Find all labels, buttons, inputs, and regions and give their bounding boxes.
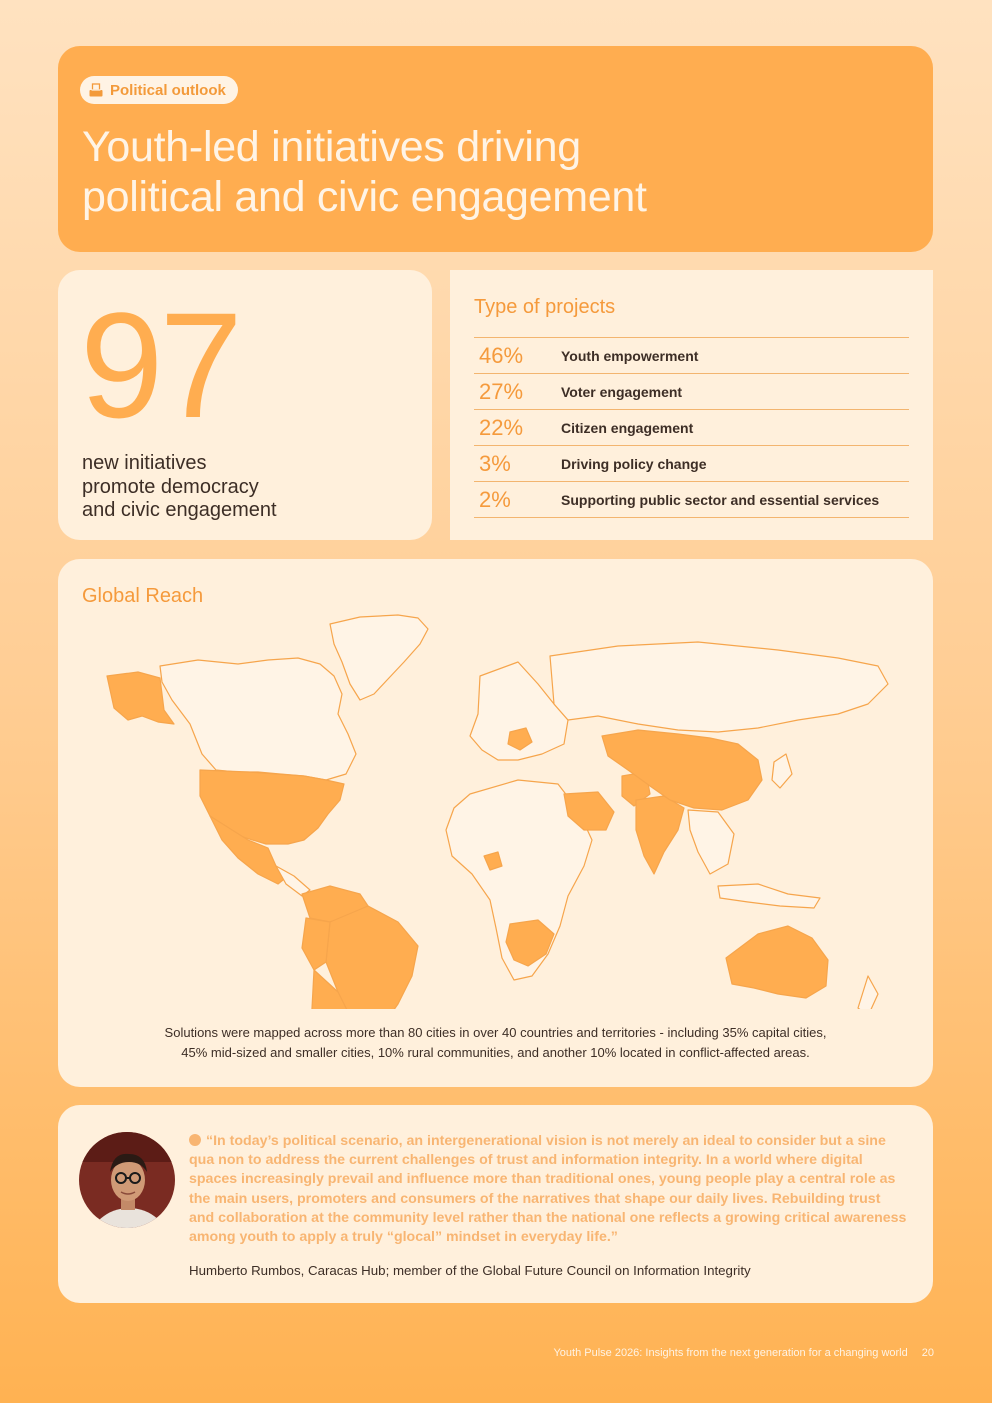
page-title [82,122,647,222]
project-type-row [474,482,909,518]
stat-description-line: and civic engagement [82,499,277,521]
header-banner [58,46,933,252]
stat-description [82,452,277,523]
project-type-row [474,374,909,410]
stat-card [58,270,432,540]
map-country-peru [302,918,330,970]
page-title-line: political and civic engagement [82,173,647,221]
project-type-label: Supporting public sector and essential services [561,491,880,508]
project-types-list [474,337,909,518]
project-type-label: Citizen engagement [561,419,694,436]
global-reach-title: Global Reach [82,585,204,607]
project-type-percent: 2% [479,486,511,512]
page-title-line: Youth-led initiatives driving [82,123,581,171]
map-country-canada [160,658,356,780]
project-type-row [474,446,909,482]
ballot-box-icon [88,82,104,98]
map-country-india [636,796,684,874]
project-type-label: Driving policy change [561,455,707,472]
map-country-indonesia [718,884,820,908]
quote-attribution: Humberto Rumbos, Caracas Hub; member of the Global Future Council on Information Integrity [189,1263,751,1278]
project-type-percent: 27% [479,378,524,404]
global-reach-note-line: Solutions were mapped across more than 80 cities in over 40 countries and territories - including 35% capital cities, [164,1025,827,1040]
map-country-new-zealand [858,976,878,1009]
section-tag-label: Political outlook [110,81,226,99]
section-tag [80,76,238,104]
quote-card [58,1105,933,1303]
avatar [79,1132,175,1228]
map-country-southeast-asia [688,810,734,874]
world-map [98,604,898,1009]
project-type-percent: 3% [479,450,511,476]
project-types-title: Type of projects [474,296,616,318]
project-type-label: Youth empowerment [561,347,699,364]
global-reach-note [98,1023,893,1063]
quote-text [189,1132,909,1247]
project-types-card [450,270,933,540]
project-type-row [474,338,909,374]
project-type-percent: 46% [479,342,524,368]
map-country-russia [550,642,888,732]
project-type-row [474,410,909,446]
quote-body: “In today’s political scenario, an intergenerational vision is not merely an ideal to consider but a sine qua non to address the current challenges of trust and information integrity. In a world where digital spaces increasingly prevail and influence more than traditional ones, young people play a central role as the main users, promoters and consumers of the narratives that shape our daily lives. Rebuilding trust and collaboration at the community level rather than the national one reflects a growing critical awareness among youth to apply a truly “glocal” mindset in everyday life.” [189,1133,907,1246]
project-type-percent: 22% [479,414,524,440]
stat-description-line: promote democracy [82,475,259,498]
stat-description-line: new initiatives [82,452,207,474]
quote-mark-icon [189,1134,201,1146]
page-footer [553,1347,934,1359]
footer-title: Youth Pulse 2026: Insights from the next generation for a changing world [553,1347,908,1359]
global-reach-card [58,559,933,1087]
stat-value: 97 [80,281,239,449]
page-number: 20 [921,1347,934,1359]
global-reach-note-line: 45% mid-sized and smaller cities, 10% rural communities, and another 10% located in conflict-affected areas. [181,1045,810,1060]
map-country-australia [726,926,828,998]
map-country-japan [772,754,792,788]
project-type-label: Voter engagement [561,383,683,400]
map-country-greenland [330,615,428,700]
map-country-brazil [326,906,418,1009]
